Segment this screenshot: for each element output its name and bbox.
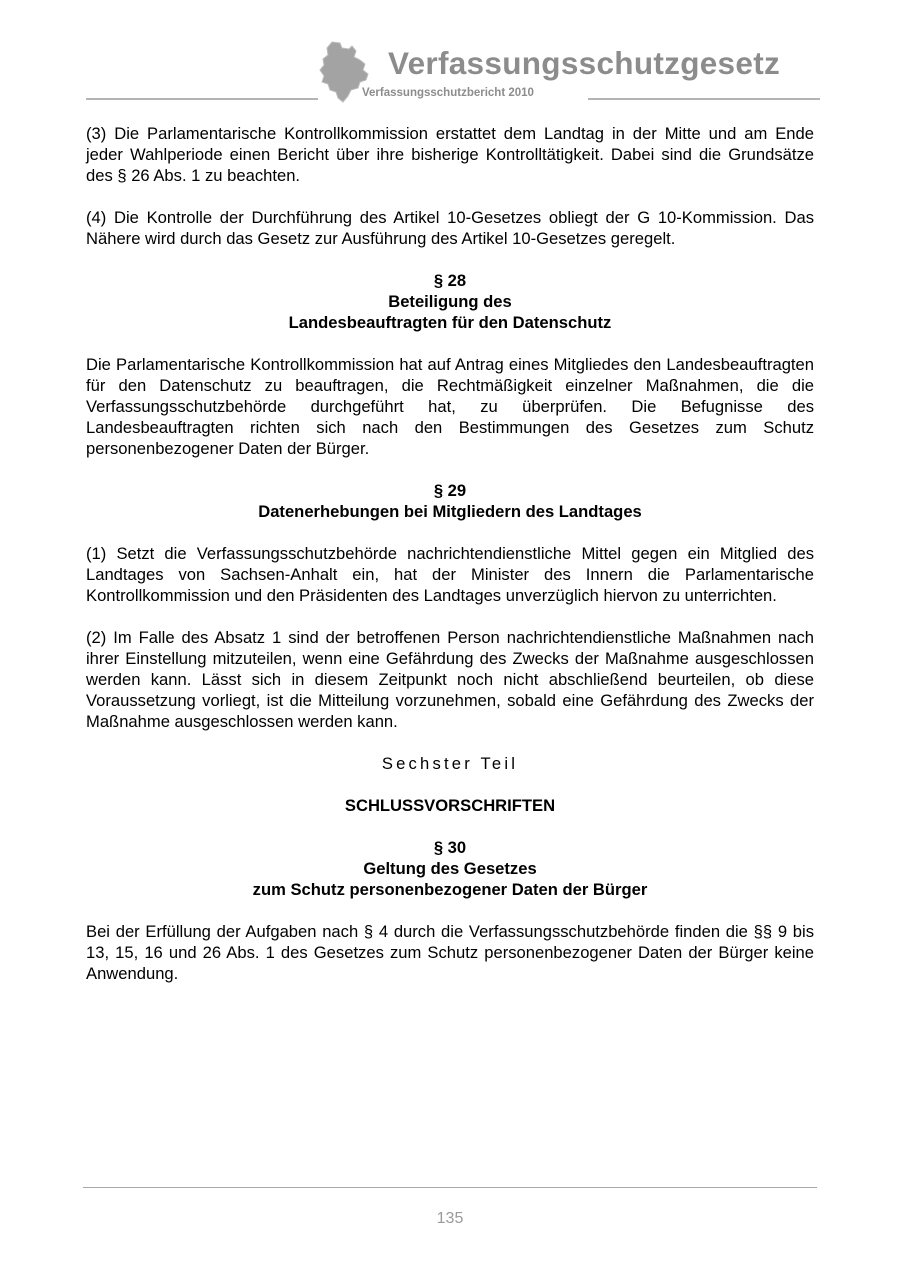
section-28-title-line-2: Landesbeauftragten für den Datenschutz: [288, 313, 612, 332]
section-30-number: § 30: [433, 838, 467, 857]
section-29-paragraph-2: (2) Im Falle des Absatz 1 sind der betroffenen Person nachrichtendienstliche Maßnahmen nach ihrer Einstellung mitzuteilen, wenn eine Gefährdung des Zwecks der Maßnahme ausgeschlossen werden kann. Lässt sich in diesem Zeitpunkt noch nicht abschließend beurteilen, ob diese Voraussetzung vorliegt, ist die Mitteilung vorzunehmen, sobald eine Gefährdung des Zwecks der Maßnahme ausgeschlossen werden kann.: [86, 628, 814, 731]
paragraph-27-4: (4) Die Kontrolle der Durchführung des Artikel 10-Gesetzes obliegt der G 10-Kommission. Das Nähere wird durch das Gesetz zur Ausführung des Artikel 10-Gesetzes geregelt.: [86, 208, 814, 248]
page-header: [0, 0, 900, 110]
section-28-title-line-1: Beteiligung des: [388, 292, 512, 311]
header-title: Verfassungsschutzgesetz: [388, 45, 781, 81]
section-29-paragraph-1: (1) Setzt die Verfassungsschutzbehörde nachrichtendienstliche Mittel gegen ein Mitglied des Landtages von Sachsen-Anhalt ein, hat der Minister des Innern die Parlamentarische Kontrollkommission und den Präsidenten des Landtages unverzüglich hiervon zu unterrichten.: [86, 544, 814, 605]
part-title: SCHLUSSVORSCHRIFTEN: [344, 796, 556, 815]
header-subtitle: Verfassungsschutzbericht 2010: [362, 87, 534, 99]
section-29-number: § 29: [433, 481, 467, 500]
header-rule-left: [86, 98, 318, 100]
section-30-text: Bei der Erfüllung der Aufgaben nach § 4 durch die Verfassungsschutzbehörde finden die §§ 9 bis 13, 15, 16 und 26 Abs. 1 des Gesetzes zum Schutz personenbezogener Daten der Bürger keine Anwendung.: [86, 922, 814, 983]
header-rule-right: [588, 98, 820, 100]
section-28-number: § 28: [433, 271, 467, 290]
footer-rule: [83, 1187, 817, 1188]
page-number: 135: [436, 1210, 464, 1227]
section-30-title-line-2: zum Schutz personenbezogener Daten der Bürger: [252, 880, 648, 899]
part-label: Sechster Teil: [381, 754, 519, 773]
document-body: [86, 123, 814, 984]
section-29-title: Datenerhebungen bei Mitgliedern des Landtages: [258, 502, 642, 521]
section-30-title-line-1: Geltung des Gesetzes: [363, 859, 537, 878]
paragraph-27-3: (3) Die Parlamentarische Kontrollkommission erstattet dem Landtag in der Mitte und am Ende jeder Wahlperiode einen Bericht über ihre bisherige Kontrolltätigkeit. Dabei sind die Grundsätze des § 26 Abs. 1 zu beachten.: [86, 124, 814, 185]
section-28-text: Die Parlamentarische Kontrollkommission hat auf Antrag eines Mitgliedes den Landesbeauftragten für den Datenschutz zu beauftragen, die Rechtmäßigkeit einzelner Maßnahmen, die die Verfassungsschutzbehörde durchgeführt hat, zu überprüfen. Die Befugnisse des Landesbeauftragten richten sich nach den Bestimmungen des Gesetzes zum Schutz personenbezogener Daten der Bürger.: [86, 355, 814, 458]
